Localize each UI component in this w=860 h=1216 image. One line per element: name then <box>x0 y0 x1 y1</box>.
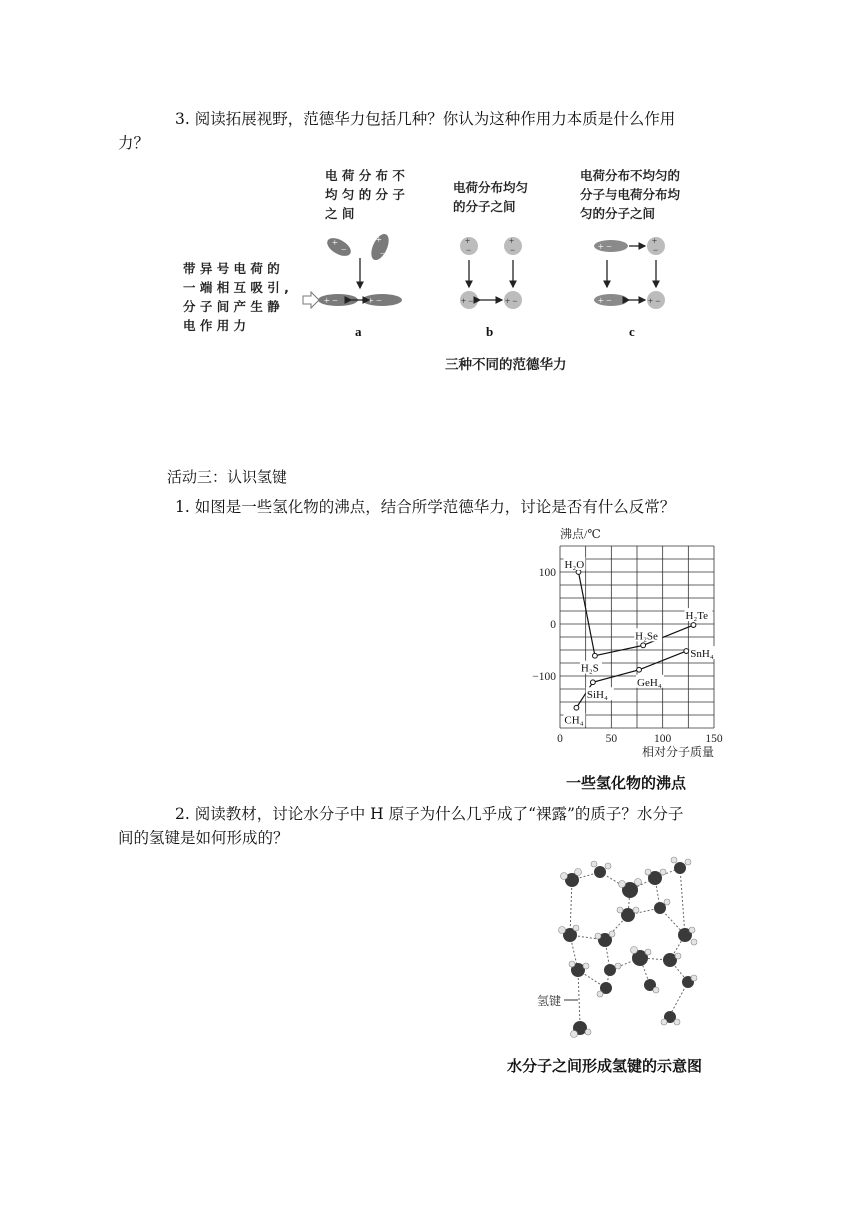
data-point <box>637 667 642 672</box>
col-c-label: 电荷分布不均匀的 分子与电荷分布均 匀的分子之间 <box>580 168 681 221</box>
y-tick-label: 100 <box>538 567 556 579</box>
vdw-caption: 三种不同的范德华力 <box>445 357 567 373</box>
q3-line2: 力？ <box>118 134 150 152</box>
q3-line1: 3. 阅读拓展视野，范德华力包括几种？你认为这种作用力本质是什么作用 <box>175 110 676 128</box>
svg-text:−: − <box>653 245 659 255</box>
col-a-label: 电 荷 分 布 不 均 匀 的 分 子 之 间 <box>325 168 405 221</box>
hbond-label: 氢键 <box>537 994 562 1008</box>
data-label: H₂O <box>564 559 585 571</box>
x-tick-label: 50 <box>605 733 618 745</box>
x-tick-label: 150 <box>705 733 723 745</box>
data-label: SnH₄ <box>690 648 714 661</box>
svg-text:−: − <box>380 249 386 260</box>
data-label: H₂Te <box>685 610 709 623</box>
svg-text:+: + <box>652 236 658 246</box>
activity3-q2-line2: 间的氢键是如何形成的？ <box>118 829 289 847</box>
data-label: SiH₄ <box>586 689 608 702</box>
svg-text:+: + <box>509 236 515 246</box>
water-hbond-figure <box>530 850 730 1045</box>
svg-text:−: − <box>341 245 347 256</box>
data-label: CH₄ <box>564 714 584 727</box>
data-label: GeH₄ <box>637 676 662 689</box>
boiling-point-chart <box>530 522 740 758</box>
data-point <box>684 649 689 654</box>
data-label: H₂Se <box>635 630 658 643</box>
water-caption: 水分子之间形成氢键的示意图 <box>507 1057 703 1075</box>
data-point <box>590 680 595 685</box>
activity3-q2-line1: 2. 阅读教材，讨论水分子中 H 原子为什么几乎成了“裸露”的质子？水分子 <box>175 805 684 823</box>
series-line-0 <box>578 572 693 656</box>
x-axis-label: 相对分子质量 <box>641 745 714 758</box>
svg-text:+: + <box>465 236 471 246</box>
group-b <box>460 236 522 309</box>
letter-b: b <box>486 324 494 339</box>
svg-text:+ −: + − <box>648 296 661 306</box>
group-c <box>594 236 665 309</box>
activity3-q1: 1. 如图是一些氢化物的沸点，结合所学范德华力，讨论是否有什么反常？ <box>175 498 676 516</box>
y-tick-label: 0 <box>550 619 556 631</box>
svg-text:+ −: + − <box>324 296 338 307</box>
svg-text:+ −: + − <box>598 242 612 253</box>
letter-c: c <box>629 324 635 339</box>
svg-text:+: + <box>332 238 338 249</box>
data-point <box>593 653 598 658</box>
col-b-label: 电荷分布均匀 的分子之间 <box>453 180 529 214</box>
data-label: H₂S <box>580 662 599 675</box>
chart-caption: 一些氢化物的沸点 <box>566 774 687 792</box>
svg-text:+ −: + − <box>368 296 382 307</box>
svg-text:+ −: + − <box>505 296 518 306</box>
y-tick-label: −100 <box>532 671 556 683</box>
svg-text:−: − <box>466 245 472 255</box>
svg-text:+: + <box>376 235 382 246</box>
svg-text:+ −: + − <box>461 296 474 306</box>
data-point <box>641 643 646 648</box>
x-tick-label: 0 <box>557 733 563 745</box>
vdw-figure <box>175 160 735 380</box>
letter-a: a <box>355 324 362 339</box>
svg-text:+ −: + − <box>598 296 612 307</box>
y-axis-label: 沸点/℃ <box>560 527 601 541</box>
x-tick-label: 100 <box>654 733 672 745</box>
group-a <box>318 231 402 307</box>
side-note: 带 异 号 电 荷 的 一 端 相 互 吸 引 , 分 子 间 产 生 静 电 作 用 力 <box>183 261 289 333</box>
data-point <box>574 705 579 710</box>
activity3-heading: 活动三：认识氢键 <box>167 468 288 486</box>
molecule-diagram <box>175 160 735 380</box>
data-point <box>691 623 696 628</box>
svg-text:−: − <box>510 245 516 255</box>
